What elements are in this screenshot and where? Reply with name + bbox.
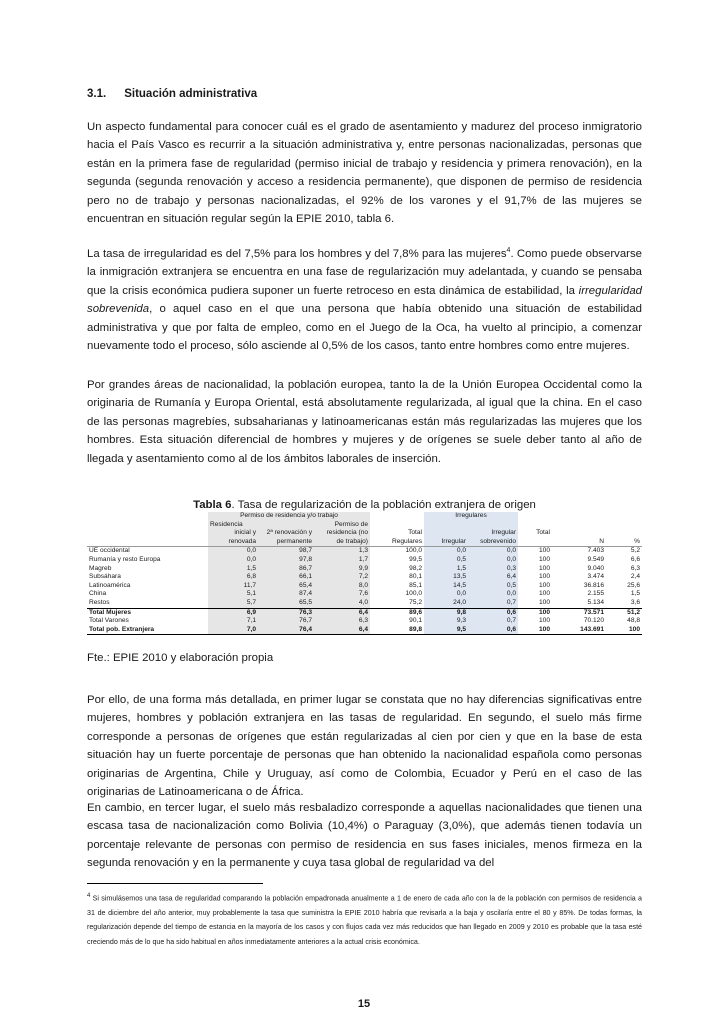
table-cell: 0,0 — [468, 590, 518, 599]
table-cell: 76,7 — [258, 617, 314, 626]
table-cell: 14,5 — [424, 582, 468, 591]
header-residencia-line3: renovada — [208, 538, 258, 547]
table-cell: 76,4 — [258, 626, 314, 635]
table-cell: 65,5 — [258, 599, 314, 608]
paragraph-3: Por grandes áreas de nacionalidad, la población europea, tanto la de la Unión Europea Occidental como la originaria de Rumanía y Europa Oriental, está absolutamente regularizada, al igual que la china. En el caso de las personas magrebíes, subsaharianas y latinoamericanas están más regularizadas las mujeres que los hombres. Esta situación diferencial de hombres y mujeres y de orígenes se suele deber tanto al año de llegada y asentamiento como al de los ámbitos laborales de inserción. — [87, 379, 642, 465]
table-cell: 100,0 — [405, 590, 422, 598]
row-label: Latinoamérica — [89, 581, 131, 589]
table-cell: 9,9 — [314, 565, 370, 574]
table-cell: 98,2 — [409, 564, 422, 572]
section-title: Situación administrativa — [124, 88, 258, 100]
table-cell: 0,5 — [424, 556, 468, 565]
table-row — [87, 599, 642, 608]
table-cell: 100 — [538, 555, 550, 563]
table-cell: 100 — [538, 590, 550, 598]
table-row — [87, 556, 642, 565]
table-cell: 9,3 — [424, 617, 468, 626]
paragraph-1: Un aspecto fundamental para conocer cuál es el grado de asentamiento y madurez del proceso inmigratorio hacia el País Vasco es recurrir a la situación administrativa y, entre personas nacionalizadas, personas que están en la primera fase de regularidad (permiso inicial de trabajo y residencia y primera renovación), en la segunda (segunda renovación y acceso a residencia permanente), que disponen de permiso de residencia pero no de trabajo y personas nacionalizadas, el 92% de los varones y el 91,7% de las mujeres se encuentran en situación regular según la EPIE 2010, tabla 6. — [87, 121, 642, 226]
table-cell: 90,1 — [409, 617, 422, 625]
table-cell: 5,7 — [208, 599, 258, 608]
table-cell: 25,6 — [627, 581, 640, 589]
table-cell: 0,7 — [468, 617, 518, 626]
header-segunda-line3: permanente — [258, 538, 314, 547]
table-cell: 76,3 — [258, 608, 314, 617]
header-irregular2-line3: sobrevenido — [468, 538, 518, 547]
table-header-row-4 — [87, 538, 642, 547]
page-number: 15 — [357, 998, 371, 1010]
paragraph-2-part-c: , o aquel caso en el que una persona que había obtenido una situación de estabilidad administrativa y que por falta de empleo, como en el Juego de la Oca, ha vuelto al principio, a comenzar nuevamente todo el proceso, sólo asciende al 0,5% de los casos, tanto entre hombres como entre mujeres. — [87, 303, 642, 353]
table-cell: 86,7 — [258, 565, 314, 574]
row-label: Magreb — [89, 564, 112, 572]
table-cell: 85,1 — [409, 581, 422, 589]
table-cell: 6,4 — [468, 573, 518, 582]
table-cell: 1,3 — [314, 547, 370, 556]
header-permiso-line1: Permiso de — [314, 521, 370, 530]
paragraph-4: Por ello, de una forma más detallada, en primer lugar se constata que no hay diferencias significativas entre mujeres, hombres y población extranjera en las tasas de regularidad. En segundo, el suelo más firme corresponde a personas de orígenes que están regularizadas al cien por cien y que en la base de esta situación hay un fuerte porcentaje de personas que han obtenido la nacionalidad española como personas originarias de Argentina, Chile y Uruguay, así como de Colombia, Ecuador y Perú en el caso de las originarias de Latinoamericana o de África. — [87, 694, 642, 799]
table-cell: 6,6 — [630, 555, 640, 563]
row-label: Subsáhara — [89, 573, 121, 581]
footnote-reference[interactable]: 4 — [506, 247, 511, 255]
table-cell: 7.403 — [587, 547, 604, 555]
table-cell: 100 — [606, 626, 642, 635]
table-cell: 48,8 — [627, 617, 640, 625]
paragraph-5: En cambio, en tercer lugar, el suelo más resbaladizo corresponde a aquellas nacionalidades que tienen una escasa tasa de nacionalización como Bolivia (10,4%) o Paraguay (3,0%), que además tienen todavía un porcentaje relevante de personas con permiso de residencia en sus fases iniciales, menos firmeza en la segunda renovación y en la permanente y cuya tasa global de regularidad va del — [87, 802, 642, 870]
table-cell: 97,8 — [258, 556, 314, 565]
row-label: Total pob. Extranjera — [87, 626, 208, 635]
table-cell: 7,6 — [314, 590, 370, 599]
table-cell: 89,6 — [370, 608, 424, 617]
table-row — [87, 617, 642, 626]
table-cell: 6,4 — [314, 626, 370, 635]
header-permiso-line2: residencia (no — [314, 529, 370, 538]
table-cell: 0,0 — [468, 556, 518, 565]
header-irregular-line3: Irregular — [424, 538, 468, 547]
table-cell: 65,4 — [258, 582, 314, 591]
table-cell: 100 — [538, 581, 550, 589]
table-cell: 100 — [518, 608, 552, 617]
table-caption-text: . Tasa de regularización de la población extranjera de origen — [231, 499, 536, 511]
paragraph-2-italic: irregularidad sobrevenida — [87, 284, 642, 316]
table-cell: 9.549 — [587, 555, 604, 563]
table-header-row-2 — [87, 521, 642, 530]
header-residencia-line1: Residencia — [208, 521, 258, 530]
section-number: 3.1. — [87, 88, 107, 100]
row-label: Total Varones — [89, 617, 129, 625]
table-cell: 100 — [538, 573, 550, 581]
table-cell: 73.571 — [552, 608, 606, 617]
header-pct: % — [606, 538, 642, 547]
table-cell: 7,1 — [208, 617, 258, 626]
regularization-table — [87, 512, 642, 635]
table-cell: 6,9 — [208, 608, 258, 617]
table-cell: 9.040 — [587, 564, 604, 572]
table-cell: 6,8 — [208, 573, 258, 582]
table-cell: 6,3 — [314, 617, 370, 626]
footnote-divider — [87, 883, 263, 884]
table-row — [87, 608, 642, 617]
table-cell: 100,0 — [405, 547, 422, 555]
table-cell: 9,8 — [424, 608, 468, 617]
table-row — [87, 565, 642, 574]
table-caption — [87, 499, 642, 511]
footnote — [87, 889, 642, 949]
footnote-text: Si simulásemos una tasa de regularidad comparando la población empadronada anualmente a 1 de enero de cada año con la de la población con permisos de residencia a 31 de diciembre del año anterior, muy probablemente la tasa que suministra la EPIE 2010 habría que revisarla a la baja y oscilaría entre el 80 y 85%. De todas formas, la regularización depende del tiempo de estancia en la mayoría de los casos y con flujos cada vez más reducidos que han llegado en 2009 y 2010 es probable que la tasa esté creciendo más de lo que ha sido habitual en años inmediatamente anteriores a la actual crisis económica. — [87, 894, 642, 946]
group-header-permiso: Permiso de residencia y/o trabajo — [208, 512, 370, 521]
table-cell: 3.474 — [587, 573, 604, 581]
table-cell: 1,7 — [314, 556, 370, 565]
table-header-row-3 — [87, 529, 642, 538]
table-cell: 0,0 — [424, 547, 468, 556]
table-cell: 143.691 — [552, 626, 606, 635]
table-cell: 0,0 — [208, 556, 258, 565]
table-cell: 2.155 — [587, 590, 604, 598]
table-cell: 3,6 — [630, 598, 640, 606]
table-cell: 5,2 — [630, 547, 640, 555]
table-header-row-1 — [87, 512, 642, 521]
table-cell: 100 — [538, 564, 550, 572]
table-cell: 4,0 — [314, 599, 370, 608]
table-cell: 1,5 — [208, 565, 258, 574]
row-label: Rumanía y resto Europa — [89, 555, 161, 563]
header-total-col: Total — [536, 529, 550, 537]
table-cell: 9,5 — [424, 626, 468, 635]
table-cell: 100 — [538, 617, 550, 625]
header-irregular2-line2: Irregular — [468, 529, 518, 538]
table-cell: 8,0 — [314, 582, 370, 591]
section-heading — [87, 88, 257, 100]
group-header-irregulares: Irregulares — [424, 512, 518, 521]
table-cell: 51,2 — [606, 608, 642, 617]
table-cell: 99,5 — [409, 555, 422, 563]
table-cell: 0,0 — [424, 590, 468, 599]
table-cell: 0,6 — [468, 608, 518, 617]
table-cell: 0,0 — [468, 547, 518, 556]
row-label: China — [89, 590, 107, 598]
table-cell: 100 — [518, 626, 552, 635]
table-cell: 2,4 — [630, 573, 640, 581]
table-cell: 6,3 — [630, 564, 640, 572]
table-cell: 0,5 — [468, 582, 518, 591]
table-cell: 98,7 — [258, 547, 314, 556]
table-row — [87, 590, 642, 599]
header-permiso-line3: de trabajo) — [314, 538, 370, 547]
header-total-line2: Total — [408, 529, 422, 537]
paragraph-2-part-b: . Como puede observarse la inmigración extranjera se encuentra en una fase de regularización muy adelantada, y cuando se pensaba que la crisis económica pudiera suponer un fuerte retroceso en esta dinámica de estabilidad, la — [87, 248, 642, 297]
table-cell: 7,2 — [314, 573, 370, 582]
table-cell: 0,6 — [468, 626, 518, 635]
table-cell: 5.134 — [587, 598, 604, 606]
table-cell: 13,5 — [424, 573, 468, 582]
table-row — [87, 573, 642, 582]
footnote-mark: 4 — [87, 893, 91, 899]
header-residencia-line2: inicial y — [208, 529, 258, 538]
row-label: UE occidental — [89, 547, 130, 555]
header-segunda-line2: 2ª renovación y — [258, 529, 314, 538]
table-cell: 66,1 — [258, 573, 314, 582]
table-cell: 100 — [538, 547, 550, 555]
header-total-line3: Regulares — [370, 538, 424, 547]
table-cell: 1,5 — [424, 565, 468, 574]
table-cell: 6,4 — [314, 608, 370, 617]
table-cell: 100 — [538, 598, 550, 606]
table-cell: 0,3 — [468, 565, 518, 574]
table-cell: 87,4 — [258, 590, 314, 599]
table-cell: 80,1 — [409, 573, 422, 581]
table-cell: 11,7 — [208, 582, 258, 591]
table-row — [87, 547, 642, 556]
table-cell: 36.816 — [583, 581, 604, 589]
table-row — [87, 582, 642, 591]
paragraph-2 — [87, 245, 642, 355]
table-source: Fte.: EPIE 2010 y elaboración propia — [87, 652, 274, 664]
table-row — [87, 626, 642, 635]
table-cell: 24,0 — [424, 599, 468, 608]
table-cell: 70.120 — [583, 617, 604, 625]
header-n: N — [552, 538, 606, 547]
table-cell: 0,7 — [468, 599, 518, 608]
table-cell: 89,8 — [370, 626, 424, 635]
table-cell: 0,0 — [208, 547, 258, 556]
row-label: Restos — [89, 598, 110, 606]
table-cell: 7,0 — [208, 626, 258, 635]
table-cell: 1,5 — [630, 590, 640, 598]
table-cell: 5,1 — [208, 590, 258, 599]
table-cell: 75,2 — [409, 598, 422, 606]
row-label: Total Mujeres — [87, 608, 208, 617]
table-caption-label: Tabla 6 — [193, 499, 232, 511]
paragraph-2-part-a: La tasa de irregularidad es del 7,5% para los hombres y del 7,8% para las mujeres — [87, 248, 507, 260]
